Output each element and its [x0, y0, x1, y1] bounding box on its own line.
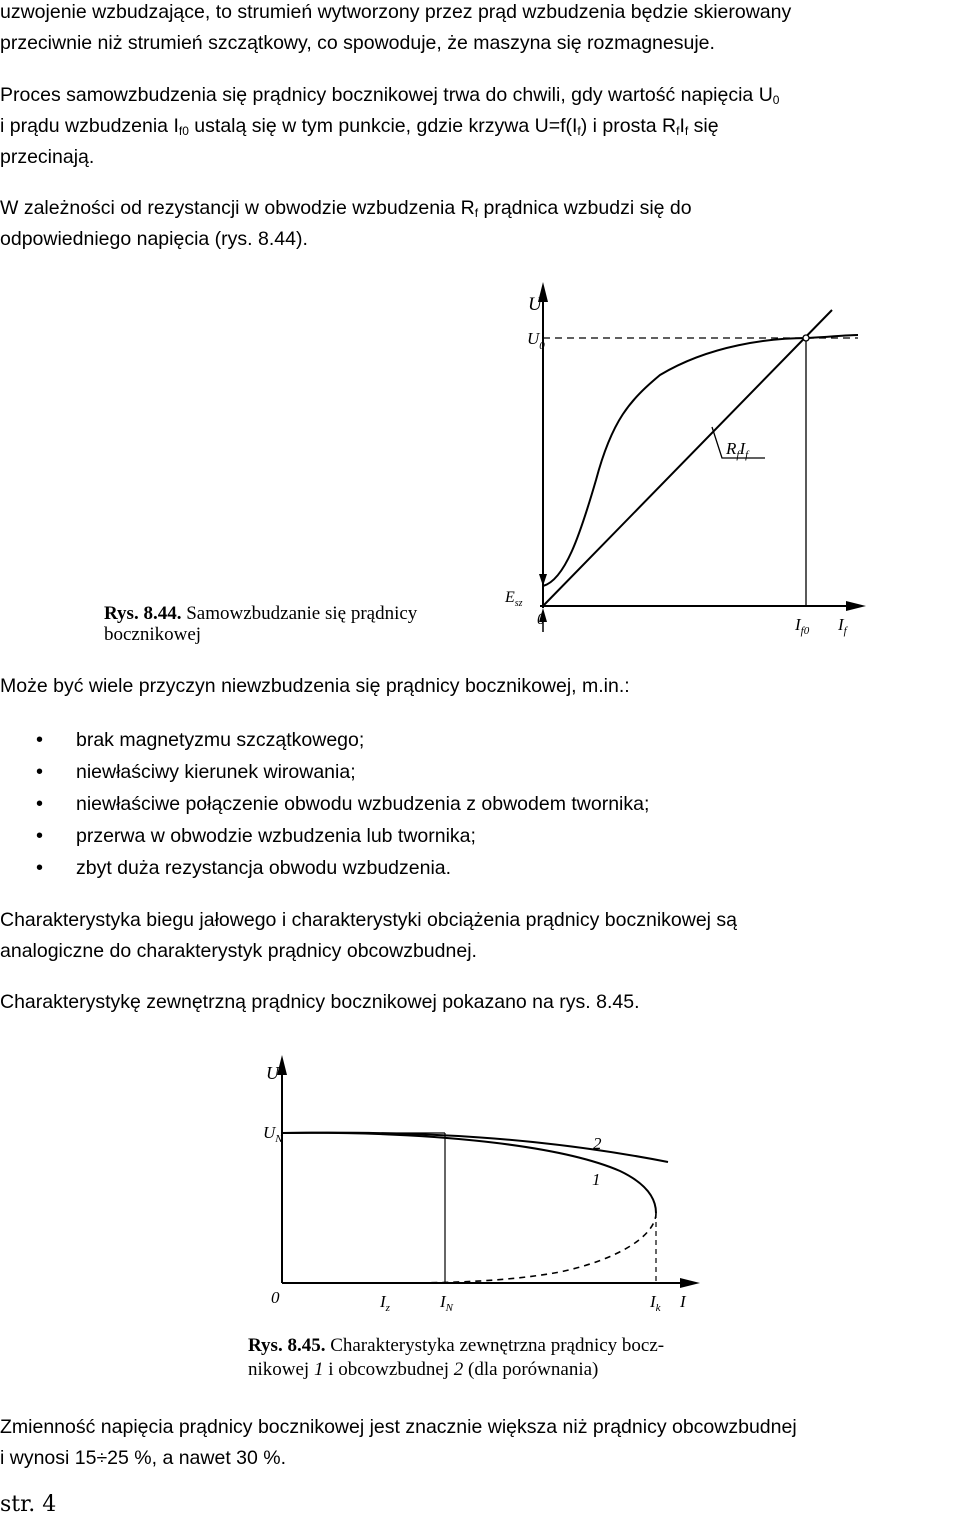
- label-iz: $I_z$: [380, 1292, 390, 1314]
- paragraph-line: Proces samowzbudzenia się prądnicy bocznikowej trwa do chwili, gdy wartość napięcia $U_0$: [0, 84, 780, 107]
- label-if0: $I_{f0}$: [795, 615, 810, 637]
- paragraph-line: analogiczne do charakterystyk prądnicy obcowzbudnej.: [0, 940, 477, 962]
- label-u: U: [528, 294, 542, 315]
- label-curve-1: 1: [592, 1170, 601, 1189]
- label-rfif: $R_fI_f$: [726, 439, 749, 461]
- curve-1-dashed: [388, 1213, 656, 1283]
- paragraph-line: przecinają.: [0, 146, 95, 168]
- figure-caption-line2: nikowej 1 i obcowzbudnej 2 (dla porównania): [248, 1359, 599, 1380]
- paragraph-line: W zależności od rezystancji w obwodzie wzbudzenia $R_f$ prądnica wzbudzi się do: [0, 197, 692, 220]
- x-axis-arrow-icon: [680, 1278, 700, 1288]
- bullet-list: [0, 724, 649, 884]
- figure-caption-line2: bocznikowej: [104, 624, 202, 645]
- label-ik: $I_k$: [650, 1292, 661, 1314]
- label-in: $I_N$: [440, 1292, 454, 1314]
- label-curve-2: 2: [593, 1134, 602, 1153]
- paragraph-line: przeciwnie niż strumień szczątkowy, co spowoduje, że maszyna się rozmagnesuje.: [0, 32, 715, 54]
- paragraph-line: Charakterystyka biegu jałowego i charakterystyki obciążenia prądnicy bocznikowej są: [0, 909, 738, 931]
- label-i: I: [680, 1292, 686, 1311]
- list-item: • przerwa w obwodzie wzbudzenia lub twornika;: [0, 820, 649, 852]
- figure-8-44: [0, 280, 960, 660]
- label-if: $I_f$: [838, 615, 847, 637]
- paragraph-line: Charakterystykę zewnętrzną prądnicy bocznikowej pokazano na rys. 8.45.: [0, 991, 640, 1013]
- page-number: str. 4: [0, 1492, 57, 1517]
- figure-caption: Rys. 8.45. Charakterystyka zewnętrzna prądnicy bocz-: [248, 1335, 665, 1356]
- label-un: $U_N$: [263, 1123, 283, 1145]
- label-origin: 0: [271, 1288, 280, 1307]
- paragraph-line: Może być wiele przyczyn niewzbudzenia się prądnicy bocznikowej, m.in.:: [0, 675, 630, 697]
- list-item: • zbyt duża rezystancja obwodu wzbudzenia.: [0, 852, 649, 884]
- paragraph-line: i wynosi 15÷25 %, a nawet 30 %.: [0, 1447, 287, 1469]
- x-axis-arrow-icon: [846, 601, 866, 611]
- paragraph-line: odpowiedniego napięcia (rys. 8.44).: [0, 228, 308, 250]
- paragraph-line: uzwojenie wzbudzające, to strumień wytworzony przez prąd wzbudzenia będzie skierowany: [0, 1, 792, 23]
- label-origin: 0: [537, 611, 545, 628]
- resistance-line: [543, 310, 832, 606]
- list-item: • niewłaściwe połączenie obwodu wzbudzenia z obwodem twornika;: [0, 788, 649, 820]
- intersection-point: [803, 335, 809, 341]
- curve-2: [282, 1133, 668, 1162]
- label-u0: $U_0$: [527, 329, 545, 352]
- list-item: • niewłaściwy kierunek wirowania;: [0, 756, 649, 788]
- list-item: • brak magnetyzmu szczątkowego;: [0, 724, 649, 756]
- label-esz: $E_{sz}$: [505, 589, 523, 609]
- label-u: U: [266, 1063, 279, 1083]
- figure-8-45: [0, 1045, 960, 1390]
- figure-caption: Rys. 8.44. Samowzbudzanie się prądnicy: [104, 603, 418, 624]
- paragraph-line: i prądu wzbudzenia $I_{f0}$ ustalą się w tym punkcie, gdzie krzywa $U=f(I_f)$ i prosta $R_fI_f$ się: [0, 115, 719, 138]
- paragraph-line: Zmienność napięcia prądnicy bocznikowej jest znacznie większa niż prądnicy obcowzbudnej: [0, 1416, 797, 1438]
- magnetization-curve: [543, 335, 858, 586]
